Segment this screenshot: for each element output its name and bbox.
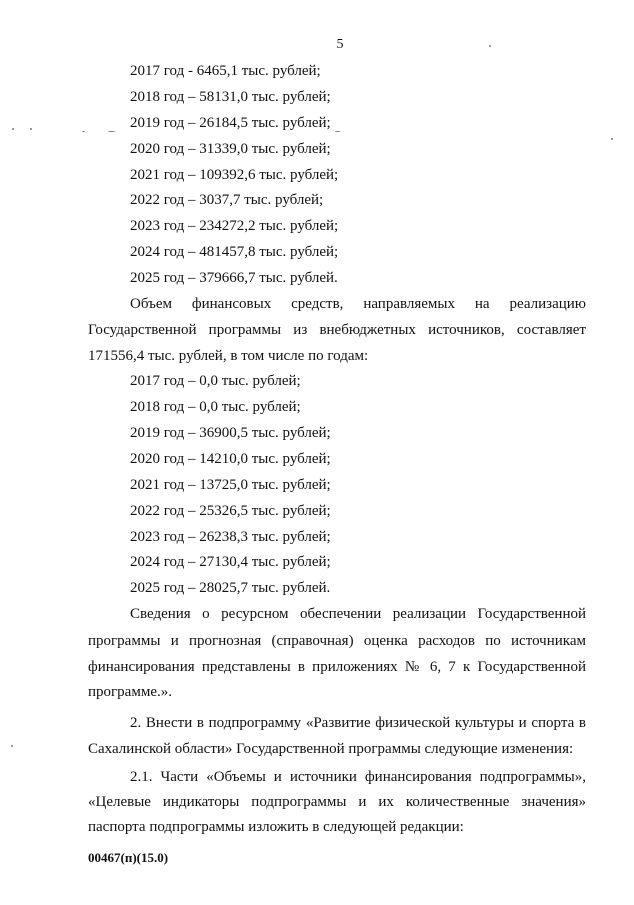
extra-budget-paragraph-line: 171556,4 тыс. рублей, в том числе по годам:	[88, 348, 369, 364]
scan-speck	[489, 45, 491, 47]
item-2-1-paragraph-line: паспорта подпрограммы изложить в следующей редакции:	[88, 819, 464, 835]
scan-speck	[12, 128, 14, 130]
scan-speck	[11, 745, 13, 747]
budget-year-line: 2020 год – 31339,0 тыс. рублей;	[130, 141, 331, 157]
resources-paragraph-line: программы и прогнозная (справочная) оценка расходов по источникам	[88, 633, 586, 649]
footer-document-code: 00467(п)(15.0)	[88, 850, 169, 865]
extra-budget-paragraph-line: Объем финансовых средств, направляемых на реализацию	[130, 296, 586, 312]
budget-year-line: 2024 год – 481457,8 тыс. рублей;	[130, 244, 339, 260]
extra-budget-year-line: 2025 год – 28025,7 тыс. рублей.	[130, 580, 331, 596]
extra-budget-paragraph-line: Государственной программы из внебюджетных источников, составляет	[88, 322, 586, 338]
scan-speck	[30, 128, 32, 130]
budget-year-line: 2021 год – 109392,6 тыс. рублей;	[130, 167, 339, 183]
extra-budget-year-line: 2018 год – 0,0 тыс. рублей;	[130, 399, 301, 415]
scan-speck	[108, 131, 115, 132]
scan-speck	[335, 131, 340, 132]
item-2-paragraph-line: Сахалинской области» Государственной программы следующие изменения:	[88, 741, 574, 757]
resources-paragraph-line: финансирования представлены в приложениях № 6, 7 к Государственной	[88, 659, 586, 675]
extra-budget-year-line: 2021 год – 13725,0 тыс. рублей;	[130, 477, 331, 493]
budget-year-line: 2019 год – 26184,5 тыс. рублей;	[130, 115, 331, 131]
budget-year-line: 2018 год – 58131,0 тыс. рублей;	[130, 89, 331, 105]
budget-year-line: 2025 год – 379666,7 тыс. рублей.	[130, 270, 338, 286]
resources-paragraph-line: Сведения о ресурсном обеспечении реализации Государственной	[130, 606, 586, 622]
page-number: 5	[336, 37, 344, 52]
extra-budget-year-line: 2023 год – 26238,3 тыс. рублей;	[130, 529, 331, 545]
extra-budget-year-line: 2024 год – 27130,4 тыс. рублей;	[130, 554, 331, 570]
budget-year-line: 2022 год – 3037,7 тыс. рублей;	[130, 192, 324, 208]
resources-paragraph-line: программе.».	[88, 684, 172, 700]
item-2-1-paragraph-line: 2.1. Части «Объемы и источники финансирования подпрограммы»,	[130, 769, 586, 785]
scan-speck	[611, 138, 613, 140]
budget-year-line: 2023 год – 234272,2 тыс. рублей;	[130, 218, 339, 234]
extra-budget-year-line: 2019 год – 36900,5 тыс. рублей;	[130, 425, 331, 441]
extra-budget-year-line: 2020 год – 14210,0 тыс. рублей;	[130, 451, 331, 467]
budget-year-line: 2017 год - 6465,1 тыс. рублей;	[130, 63, 321, 79]
scan-speck	[82, 131, 85, 132]
item-2-1-paragraph-line: «Целевые индикаторы подпрограммы и их количественные значения»	[88, 794, 586, 810]
item-2-paragraph-line: 2. Внести в подпрограмму «Развитие физической культуры и спорта в	[130, 715, 586, 731]
extra-budget-year-line: 2017 год – 0,0 тыс. рублей;	[130, 373, 301, 389]
extra-budget-year-line: 2022 год – 25326,5 тыс. рублей;	[130, 503, 331, 519]
